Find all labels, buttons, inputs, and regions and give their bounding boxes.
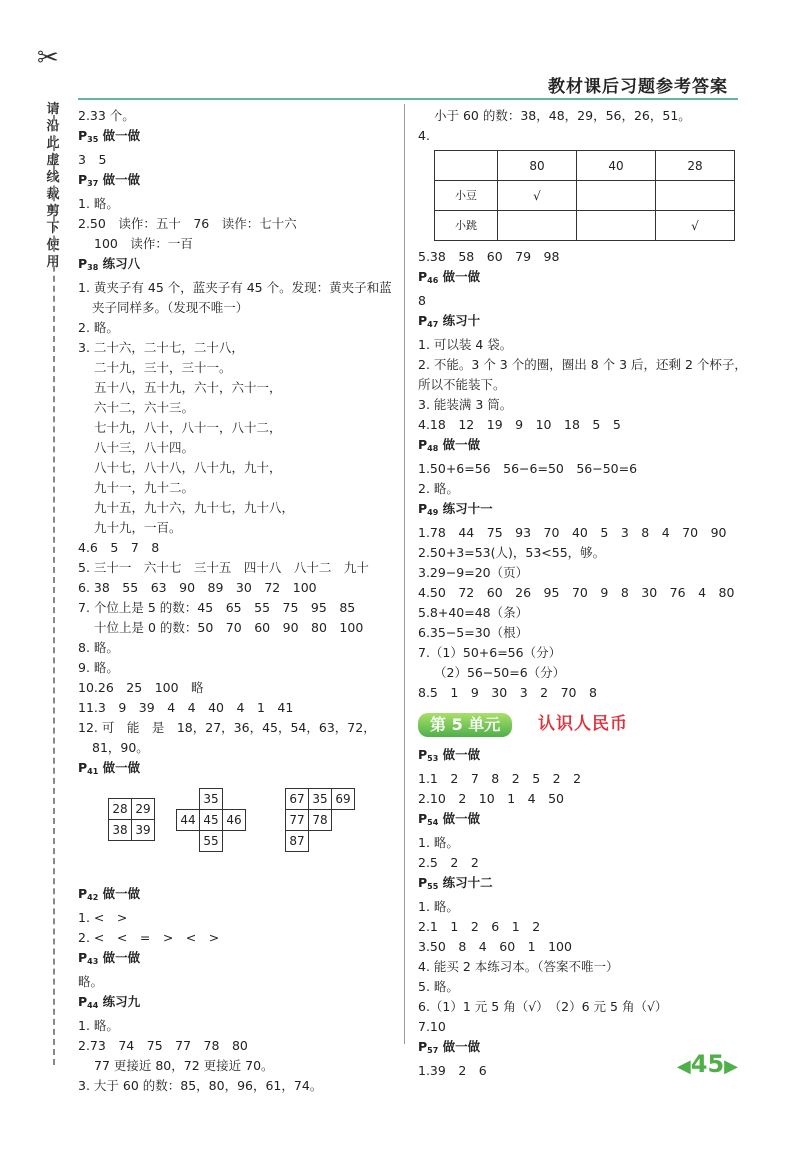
answer-line: 2.73 74 75 77 78 80 [78,1038,248,1053]
answer-line: 3.50 8 4 60 1 100 [418,939,572,954]
answer-line: 2.33 个。 [78,108,135,123]
scissors-icon: ✂ [37,43,59,73]
answer-line: 1. 略。 [78,1018,119,1033]
table-cell [577,181,656,211]
grid-cell: 77 [286,810,309,831]
answer-line: 4.6 5 7 8 [78,540,160,555]
table-cell: √ [656,211,735,241]
answer-line: 5.38 58 60 79 98 [418,249,560,264]
grid-cell: 28 [109,799,132,820]
answer-line: 81，90。 [92,740,149,755]
table-row [435,211,735,241]
answer-line: 1.1 2 7 8 2 5 2 2 [418,771,582,786]
answer-line: 3.29−9=20（页） [418,565,529,580]
answer-table [434,150,735,241]
answer-line: 1. 略。 [418,899,459,914]
answer-line: 4.50 72 60 26 95 70 9 8 30 76 4 80 [418,585,735,600]
answer-line: 所以不能装下。 [418,377,506,392]
answer-line: 5. 略。 [418,979,459,994]
answer-line: 2.50+3=53(人)，53<55，够。 [418,545,606,560]
answer-line: 七十九，八十，八十一，八十二， [94,420,282,435]
answer-line: 9. 略。 [78,660,119,675]
grid-cell: 46 [223,810,246,831]
section-heading: $P_{43}$ 做一做 [78,950,141,966]
answer-line: 十位上是 0 的数：50 70 60 90 80 100 [94,620,364,635]
table-header-cell: 80 [498,151,577,181]
table-header-cell: 28 [656,151,735,181]
answer-line: 八十七，八十八，八十九，九十， [94,460,282,475]
section-heading: $P_{57}$ 做一做 [418,1039,481,1055]
answer-line: 7.（1）50+6=56（分） [418,645,562,660]
answer-line: 2.50 读作：五十 76 读作：七十六 [78,216,297,231]
grid-cell: 35 [200,789,223,810]
table-cell [656,181,735,211]
answer-line: 2.10 2 10 1 4 50 [418,791,565,806]
answer-line: 5. 三十一 六十七 三十五 四十八 八十二 九十 [78,560,369,575]
section-heading: $P_{41}$ 做一做 [78,760,141,776]
answer-line: 10.26 25 100 略 [78,680,204,695]
answer-line: 7. 个位上是 5 的数：45 65 55 75 95 85 [78,600,356,615]
answer-line: 1. 可以装 4 袋。 [418,337,513,352]
grid-cell: 39 [132,820,155,841]
answer-line: 8 [418,293,426,308]
section-heading: $P_{49}$ 练习十一 [418,501,493,517]
answer-line: 1.39 2 6 [418,1063,487,1078]
number-grid-3 [285,788,355,852]
answer-line: 12. 可 能 是 18，27，36，45，54，63，72， [78,720,376,735]
answer-line: 2. < < = > < > [78,930,220,945]
answer-line: 2.5 2 2 [418,855,479,870]
grid-cell: 69 [332,789,355,810]
answer-line: 九十五，九十六，九十七，九十八， [94,500,295,515]
answer-line: 小于 60 的数：38，48，29，56，26，51。 [434,108,691,123]
answer-line: 3 5 [78,152,107,167]
table-row-label: 小跳 [435,211,498,241]
table-header-cell: 40 [577,151,656,181]
answer-line: 8. 略。 [78,640,119,655]
section-heading: $P_{44}$ 练习九 [78,994,141,1010]
answer-line: 3. 二十六，二十七，二十八， [78,340,244,355]
table-cell [577,211,656,241]
right-column [418,106,747,1081]
table-header-cell [435,151,498,181]
answer-line: 1. < > [78,910,128,925]
answer-line: 2. 略。 [78,320,119,335]
answer-line: 4. 能买 2 本练习本。（答案不唯一） [418,959,619,974]
answer-line: 略。 [78,974,104,989]
section-heading: $P_{48}$ 做一做 [418,437,481,453]
grid-cell: 35 [309,789,332,810]
answer-line: 九十九，一百。 [94,520,182,535]
triangle-left-icon: ◀ [676,1056,691,1077]
number-grids [78,786,383,878]
answer-line: 2. 不能。3 个 3 个的圈，圈出 8 个 3 后，还剩 2 个杯子， [418,357,747,372]
left-column [78,106,392,1096]
grid-cell: 45 [200,810,223,831]
answer-line: 2.1 1 2 6 1 2 [418,919,541,934]
section-heading: $P_{47}$ 练习十 [418,313,481,329]
page-number: ◀45▶ [676,1050,738,1078]
section-heading: $P_{37}$ 做一做 [78,172,141,188]
table-cell: √ [498,181,577,211]
answer-line: 3. 能装满 3 筒。 [418,397,513,412]
answer-line: 五十八，五十九，六十，六十一， [94,380,282,395]
answer-line: 1. 略。 [78,196,119,211]
answer-line: （2）56−50=6（分） [434,665,566,680]
answer-line: 8.5 1 9 30 3 2 70 8 [418,685,597,700]
answer-line: 八十三，八十四。 [94,440,195,455]
number-grid-2 [176,788,246,852]
answer-line: 2. 略。 [418,481,459,496]
answer-line: 6.（1）1 元 5 角（√） （2）6 元 5 角（√） [418,999,668,1014]
answer-line: 6. 38 55 63 90 89 30 72 100 [78,580,317,595]
answer-line: 夹子同样多。（发现不唯一） [92,300,249,315]
unit-banner [418,713,738,737]
answer-line: 5.8+40=48（条） [418,605,529,620]
answer-line: 3. 大于 60 的数：85，80，96，61，74。 [78,1078,323,1093]
header-divider [78,98,738,100]
answer-line: 4.18 12 19 9 10 18 5 5 [418,417,621,432]
table-row [435,181,735,211]
answer-line: 4. [418,128,430,143]
answer-line: 1.78 44 75 93 70 40 5 3 8 4 70 90 [418,525,727,540]
grid-cell: 87 [286,831,309,852]
answer-line: 九十一，九十二。 [94,480,195,495]
grid-cell: 78 [309,810,332,831]
cut-instruction: 请沿此虚线裁剪下使用 [46,102,60,270]
table-cell [498,211,577,241]
answer-line: 六十二，六十三。 [94,400,195,415]
section-heading: $P_{54}$ 做一做 [418,811,481,827]
grid-cell: 38 [109,820,132,841]
number-grid-1 [108,798,155,841]
unit-title: 认识人民币 [538,714,628,734]
section-heading: $P_{53}$ 做一做 [418,747,481,763]
grid-cell: 67 [286,789,309,810]
table-row-label: 小豆 [435,181,498,211]
unit-badge: 第 5 单元 [418,713,512,737]
column-divider [404,104,405,1044]
answer-line: 100 读作：一百 [94,236,193,251]
section-heading: $P_{42}$ 做一做 [78,886,141,902]
grid-cell: 44 [177,810,200,831]
cut-dashed-line [53,105,55,1065]
page-header-title: 教材课后习题参考答案 [548,77,728,97]
answer-line: 1.50+6=56 56−6=50 56−50=6 [418,461,638,476]
grid-cell: 29 [132,799,155,820]
section-heading: $P_{55}$ 练习十二 [418,875,493,891]
section-heading: $P_{38}$ 练习八 [78,256,141,272]
grid-cell: 55 [200,831,223,852]
answer-line: 11.3 9 39 4 4 40 4 1 41 [78,700,294,715]
answer-line: 7.10 [418,1019,446,1034]
section-heading: $P_{35}$ 做一做 [78,128,141,144]
answer-line: 6.35−5=30（根） [418,625,529,640]
section-heading: $P_{46}$ 做一做 [418,269,481,285]
answer-line: 1. 黄夹子有 45 个，蓝夹子有 45 个。发现：黄夹子和蓝 [78,280,392,295]
answer-line: 1. 略。 [418,835,459,850]
triangle-right-icon: ▶ [724,1056,738,1077]
answer-line: 77 更接近 80，72 更接近 70。 [94,1058,274,1073]
answer-line: 二十九，三十，三十一。 [94,360,232,375]
